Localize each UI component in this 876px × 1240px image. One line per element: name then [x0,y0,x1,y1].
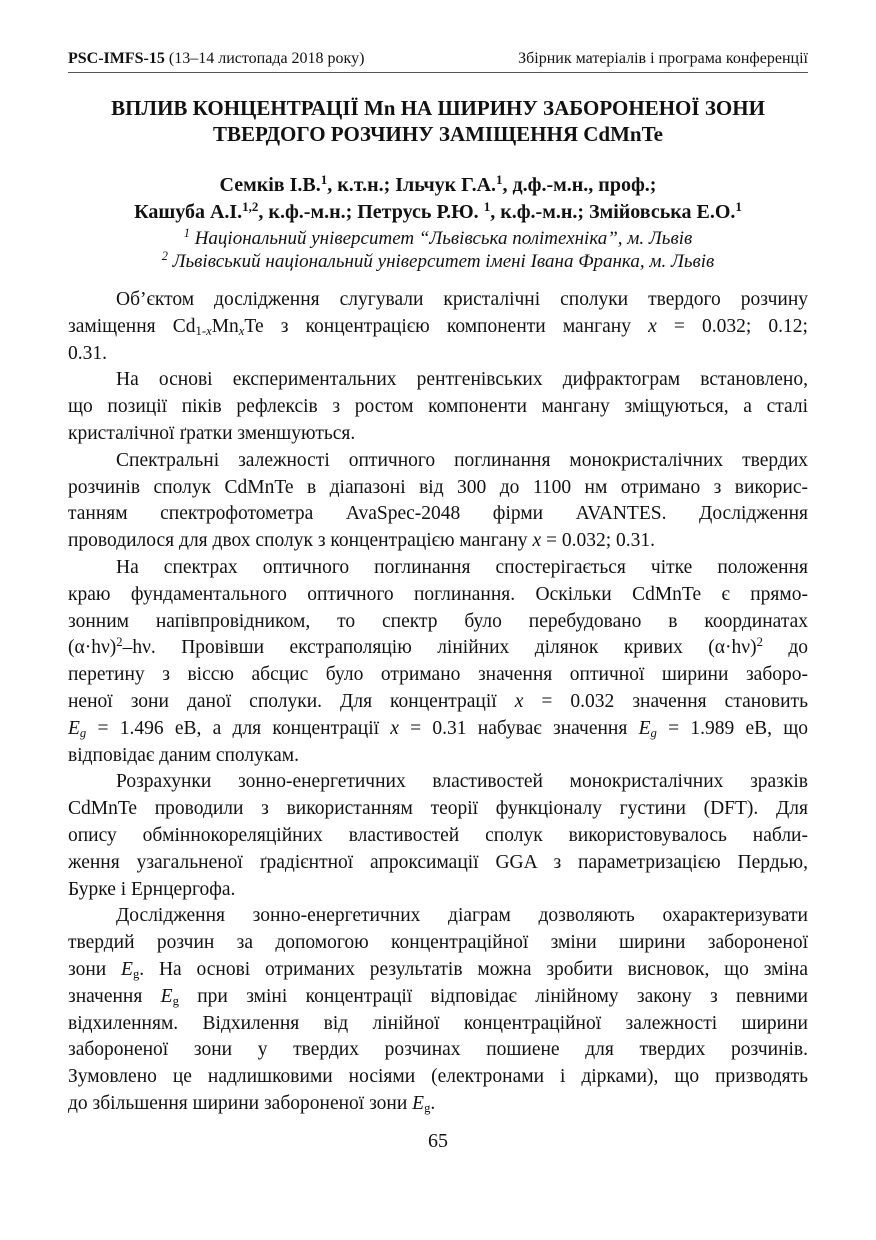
paragraph [68,287,808,367]
text-run: g [79,725,87,740]
text-run: кристалічної ґратки зменшуються. [68,422,356,444]
text-run: до збільшення ширини забороненої зони [68,1092,413,1114]
text-run: неної зони даної сполуки. Для концентрації [68,690,515,712]
text-line [68,367,808,394]
text-run: = 0.032 значення становить [523,690,808,712]
text-run: 1- [195,323,207,338]
text-run: x [532,530,542,552]
text-line [68,662,808,689]
text-run: = 0.032; 0.31. [541,530,656,552]
text-run: до [762,637,809,659]
text-run: ТВЕРДОГО РОЗЧИНУ ЗАМІЩЕННЯ CdMnTe [212,122,663,146]
text-run: g [132,967,140,982]
text-run: 2 [756,635,763,650]
text-run: , к.ф.-м.н.; Петрусь Р.Ю. [258,201,484,223]
text-line [68,528,655,555]
paragraph [68,555,808,769]
text-line [68,903,808,930]
text-line [68,582,808,609]
text-run: забороненої зони у твердих розчинах пошиене для твердих розчинів. [68,1039,808,1061]
text-run: E [412,1092,425,1114]
text-line [68,689,808,716]
text-line [68,314,808,341]
text-line [68,341,107,368]
header-divider [68,72,808,73]
paper-title [40,95,836,147]
text-run: танням спектрофотометра AvaSpec-2048 фірми AVANTES. Дослідження [68,503,808,525]
text-line [68,957,808,984]
author-list [40,172,836,226]
author-line [40,199,836,226]
body-text [68,287,808,1118]
text-run: Розрахунки зонно-енергетичних властивостей монокристалічних зразків [116,771,808,793]
text-run: проводилося для двох сполук з концентрацією мангану [68,530,533,552]
title-line [40,121,836,147]
text-run: Спектральні залежності оптичного поглинання монокристалічних твердих [116,449,808,471]
text-run: g [424,1101,431,1116]
text-line [68,1011,808,1038]
text-line [68,421,355,448]
text-run: x [238,323,245,338]
text-run: E [68,717,80,739]
text-line [68,796,808,823]
text-run: краю фундаментального оптичного поглинання. Оскільки CdMnTe є прямо- [68,583,808,605]
text-run: 2 [161,249,168,264]
running-header [68,50,808,72]
text-run: 0.31. [68,342,107,364]
text-run: 1 [735,198,742,214]
text-run: 1 [320,171,328,187]
text-run: зонним напівпровідником, то спектр було перебудовано в координатах [68,610,808,632]
affiliations [40,227,836,273]
text-run: x [648,315,657,337]
text-run: 1 [496,171,503,187]
text-run: Національний університет “Львівська політехніка”, м. Львів [189,228,693,249]
text-line [68,555,808,582]
text-run: опису обміннокореляційних властивостей сполук використовувалось набли- [68,824,808,846]
text-line [68,984,808,1011]
text-run: g [172,993,179,1008]
text-run: ження узагальненої ґрадієнтної апроксимації GGA з параметризацією Пердью, [68,851,808,873]
text-run: . [430,1092,436,1114]
text-line [68,823,808,850]
text-run: 1,2 [242,198,259,214]
paragraph [68,448,808,555]
text-run: відповідає даним сполукам. [68,744,299,766]
text-run: Дослідження зонно-енергетичних діаграм дозволяють охарактеризувати [116,905,808,927]
affiliation-line [40,250,836,273]
text-run: Зумовлено це надлишковими носіями (електронами і дірками), що призводять [68,1066,808,1088]
text-line [68,877,235,904]
text-run: що позиції піків рефлексів з ростом компоненти мангану зміщуються, а сталі [68,396,808,418]
text-run: твердий розчин за допомогою концентраційної зміни ширини забороненої [68,932,808,954]
text-run: E [121,958,133,980]
paragraph [68,903,808,1117]
header-collection-title: Збірник матеріалів і програма конференції [518,50,808,67]
text-run: (13–14 листопада 2018 року) [164,50,365,67]
text-run: Mn [211,315,239,337]
text-run: E [638,717,651,739]
text-line [68,287,808,314]
text-run: 2 [116,635,123,650]
text-run: . На основі отриманих результатів можна зробити висновок, що зміна [139,958,808,980]
title-line [40,95,836,121]
text-run: На спектрах оптичного поглинання спостерігається чітке положення [116,556,808,578]
text-run: 1 [483,198,491,214]
text-line [68,743,299,770]
text-run: Te з концентрацією компоненти мангану [244,315,649,337]
page-number: 65 [428,1130,448,1152]
text-run: x [390,717,399,739]
text-run: , д.ф.-м.н., проф.; [502,174,657,196]
text-run: Кашуба А.І. [134,201,243,223]
text-line [68,448,808,475]
text-line [68,930,808,957]
text-run: Семків І.В. [219,174,321,196]
text-run: = 0.032; 0.12; [656,315,808,337]
text-line [68,716,808,743]
text-line [68,1037,808,1064]
header-conference-info [68,50,364,68]
text-line [68,475,808,502]
text-run: На основі експериментальних рентгенівських дифрактограм встановлено, [116,369,808,391]
text-run: = 0.31 набуває значення [398,717,639,739]
text-run: Львівський національний університет імені Івана Франка, м. Львів [167,251,715,272]
text-run: зони [68,958,122,980]
text-run: = 1.989 еВ, що [656,717,808,739]
text-run: значення [68,985,161,1007]
text-line [68,635,808,662]
text-line [68,609,808,636]
paragraph [68,367,808,447]
affiliation-line [40,227,836,250]
text-line [68,501,808,528]
text-run: ВПЛИВ КОНЦЕНТРАЦІЇ Mn НА ШИРИНУ ЗАБОРОНЕНОЇ ЗОНИ [111,96,765,120]
text-run: перетину з віссю абсцис було отримано значення оптичної ширини заборо- [68,664,808,686]
text-run: 1 [183,226,190,241]
paragraph [68,769,808,903]
text-run: x [206,323,212,338]
text-run: Бурке і Ернцергофа. [68,878,236,900]
text-run: PSC-IMFS-15 [68,50,165,67]
text-run: CdMnTe проводили з використанням теорії функціоналу густини (DFT). Для [68,798,808,820]
author-line [40,172,836,199]
text-line [68,769,808,796]
text-run: , к.ф.-м.н.; Змійовська Е.О. [490,201,736,223]
text-line [68,394,808,421]
text-run: = 1.496 еВ, а для концентрації [86,717,391,739]
text-run: E [160,985,173,1007]
text-run: при зміні концентрації відповідає лінійному закону з певними [178,985,808,1007]
text-run: –hν. Провівши екстраполяцію лінійних ділянок кривих (α·hν) [122,637,757,659]
text-run: розчинів сполук CdMnTe в діапазоні від 300 до 1100 нм отримано з викорис- [68,476,808,498]
text-run: g [650,725,657,740]
text-run: , к.т.н.; Ільчук Г.А. [327,174,497,196]
text-run: Об’єктом дослідження слугували кристалічні сполуки твердого розчину [116,289,808,310]
text-line [68,1064,808,1091]
text-line [68,1091,435,1118]
text-run: відхиленням. Відхилення від лінійної концентраційної залежності ширини [68,1012,808,1034]
text-line [68,850,808,877]
text-run: x [514,690,524,712]
text-run: (α·hν) [68,637,117,659]
text-run: заміщення Cd [68,315,196,337]
